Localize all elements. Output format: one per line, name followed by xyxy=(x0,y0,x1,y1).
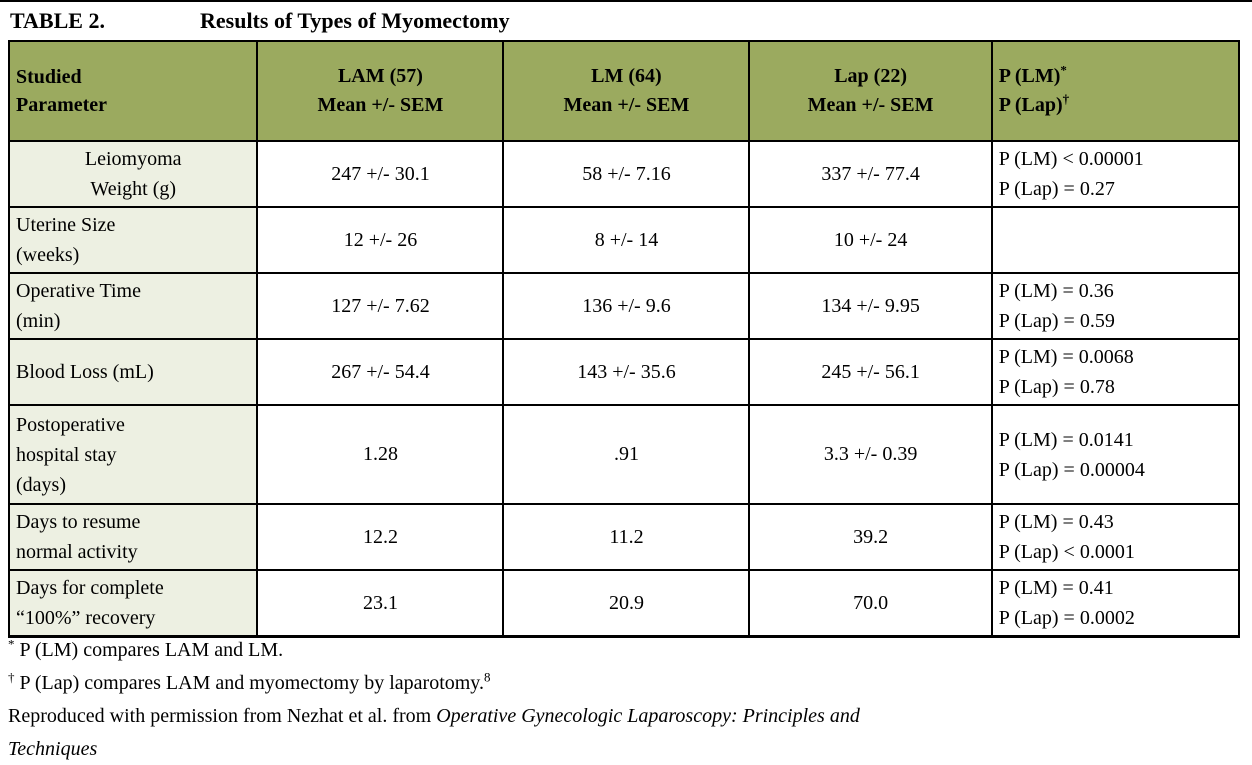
table-row-operative-time xyxy=(9,273,1239,339)
lm-value: 58 +/- 7.16 xyxy=(503,141,749,207)
lm-value: 8 +/- 14 xyxy=(503,207,749,273)
p-values: P (LM) = 0.43 P (Lap) < 0.0001 xyxy=(992,504,1239,570)
table-row-hospital-stay xyxy=(9,405,1239,504)
lam-value: 12 +/- 26 xyxy=(257,207,503,273)
header-lam: LAM (57) Mean +/- SEM xyxy=(257,41,503,141)
lm-value: 136 +/- 9.6 xyxy=(503,273,749,339)
table-row-blood-loss xyxy=(9,339,1239,405)
lam-value: 12.2 xyxy=(257,504,503,570)
header-lm: LM (64) Mean +/- SEM xyxy=(503,41,749,141)
lap-value: 134 +/- 9.95 xyxy=(749,273,991,339)
reference-number: 8 xyxy=(484,669,491,685)
footnote-attribution: Reproduced with permission from Nezhat et al. from Operative Gynecologic Laparoscopy: Principles and xyxy=(8,705,860,727)
row-label: Leiomyoma Weight (g) xyxy=(9,141,257,207)
footnotes xyxy=(8,634,860,765)
p-values: P (LM) = 0.0068 P (Lap) = 0.78 xyxy=(992,339,1239,405)
lam-value: 127 +/- 7.62 xyxy=(257,273,503,339)
p-values: P (LM) < 0.00001 P (Lap) = 0.27 xyxy=(992,141,1239,207)
table-row-resume-activity xyxy=(9,504,1239,570)
p-values: P (LM) = 0.0141 P (Lap) = 0.00004 xyxy=(992,405,1239,504)
lap-value: 70.0 xyxy=(749,570,991,637)
table-row-leiomyoma-weight xyxy=(9,141,1239,207)
lm-value: 143 +/- 35.6 xyxy=(503,339,749,405)
asterisk-superscript: * xyxy=(1060,62,1067,78)
lam-value: 1.28 xyxy=(257,405,503,504)
header-lap: Lap (22) Mean +/- SEM xyxy=(749,41,991,141)
top-horizontal-rule xyxy=(0,0,1252,2)
table-title-text: Results of Types of Myomectomy xyxy=(200,8,510,33)
lam-value: 247 +/- 30.1 xyxy=(257,141,503,207)
row-label: Uterine Size (weeks) xyxy=(9,207,257,273)
row-label: Operative Time (min) xyxy=(9,273,257,339)
table-row-complete-recovery xyxy=(9,570,1239,637)
lap-value: 10 +/- 24 xyxy=(749,207,991,273)
p-values: P (LM) = 0.41 P (Lap) = 0.0002 xyxy=(992,570,1239,637)
table-number-label: TABLE 2. xyxy=(10,8,105,33)
header-studied-parameter: Studied Parameter xyxy=(9,41,257,141)
row-label: Days to resume normal activity xyxy=(9,504,257,570)
lam-value: 23.1 xyxy=(257,570,503,637)
p-values: P (LM) = 0.36 P (Lap) = 0.59 xyxy=(992,273,1239,339)
dagger-superscript: † xyxy=(1062,91,1070,107)
header-p-values: P (LM)* P (Lap)† xyxy=(992,41,1239,141)
footnote-dagger: † P (Lap) compares LAM and myomectomy by laparotomy.$^8$ xyxy=(8,669,491,694)
header-row xyxy=(9,41,1239,141)
lam-value: 267 +/- 54.4 xyxy=(257,339,503,405)
table-title xyxy=(10,8,510,34)
lap-value: 3.3 +/- 0.39 xyxy=(749,405,991,504)
lap-value: 39.2 xyxy=(749,504,991,570)
dagger-mark: † xyxy=(8,669,15,685)
lm-value: .91 xyxy=(503,405,749,504)
footnote-asterisk: * P (LM) compares LAM and LM. xyxy=(8,636,284,661)
lm-value: 11.2 xyxy=(503,504,749,570)
table-row-uterine-size xyxy=(9,207,1239,273)
asterisk-mark: * xyxy=(8,636,15,652)
lm-value: 20.9 xyxy=(503,570,749,637)
lap-value: 337 +/- 77.4 xyxy=(749,141,991,207)
row-label: Postoperative hospital stay (days) xyxy=(9,405,257,504)
row-label: Blood Loss (mL) xyxy=(9,339,257,405)
lap-value: 245 +/- 56.1 xyxy=(749,339,991,405)
p-values-empty xyxy=(992,207,1239,273)
myomectomy-results-table xyxy=(8,40,1240,638)
book-title: Operative Gynecologic Laparoscopy: Principles and xyxy=(436,705,860,727)
row-label: Days for complete “100%” recovery xyxy=(9,570,257,637)
book-title-continued: Techniques xyxy=(8,738,98,760)
